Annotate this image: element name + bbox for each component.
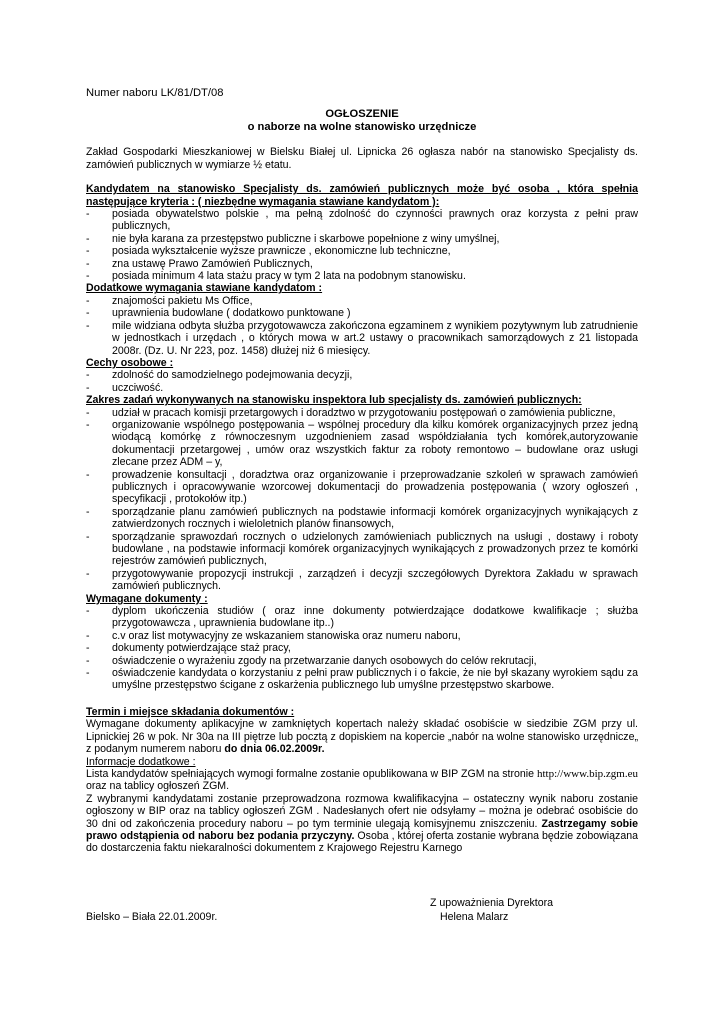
list-item: - posiada obywatelstwo polskie , ma pełną zdolność do czynności prawnych oraz korzysta z pełni praw publicznych, (86, 208, 638, 233)
interview-text: Z wybranymi kandydatami zostanie przeprowadzona rozmowa kwalifikacyjna – ostateczny wynik naboru zostanie ogłoszony w BIP oraz na tablicy ogłoszeń ZGM . Nadesłanych ofert nie odsyłamy – można je odebrać osobiście do 30 dni od zakończenia procedury naboru – po tym terminie ulegają komisyjnemu zniszczeniu. (86, 792, 638, 830)
list-item: - posiada wykształcenie wyższe prawnicze , ekonomiczne lub techniczne, (86, 245, 638, 257)
list-item: - mile widziana odbyta służba przygotowawcza zakończona egzaminem z wynikiem pozytywnym lub zatrudnienie w jednostkach i urzędach , o których mowa w art.2 ustawy o pracownikach samorządowych z 21 listopada 2008r. (Dz. U. Nr 223, poz. 1458) dłużej niż 6 miesięcy. (86, 320, 638, 357)
list-item: - znajomości pakietu Ms Office, (86, 295, 638, 307)
signature-authorization: Z upoważnienia Dyrektora (430, 897, 554, 909)
additional-requirements-heading: Dodatkowe wymagania stawiane kandydatom : (86, 282, 323, 295)
list-item: - prowadzenie konsultacji , doradztwa oraz organizowanie i przeprowadzanie szkoleń w sprawach zamówień publicznych i opracowywanie wzorcowej dokumentacji do prowadzenia postępowania ( wzory ogłoszeń , specyfikacji , protokołów itp.) (86, 469, 638, 506)
intro-paragraph: Zakład Gospodarki Mieszkaniowej w Bielsku Białej ul. Lipnicka 26 ogłasza nabór na stanowisko Specjalisty ds. zamówień publicznych w wymiarze ½ etatu. (86, 146, 638, 171)
list-item: - organizowanie wspólnego postępowania – wspólnej procedury dla kilku komórek organizacyjnych przez jedną wiodącą komórkę z równoczesnym uzgodnieniem zasad współdziałania tych komórek,autoryzowanie dokumentacji przetargowej , umów oraz wszystkich faktur za roboty remontowo – budowlane oraz usługi zlecane przez ADM – y, (86, 419, 638, 469)
personal-traits-heading: Cechy osobowe : (86, 356, 174, 369)
bip-link[interactable]: http://www.bip.zgm.eu (536, 767, 638, 780)
list-item: - uczciwość. (86, 382, 638, 394)
criminal-record-note: Osoba , której oferta zostanie wybrana będzie zobowiązana do dostarczenia faktu niekaralności dokumentem z Krajowego Rejestru Karnego (86, 829, 638, 855)
list-item: - uprawnienia budowlane ( dodatkowo punktowane ) (86, 307, 638, 319)
tasks-heading: Zakres zadań wykonywanych na stanowisku inspektora lub specjalisty ds. zamówień publicznych: (86, 394, 582, 407)
list-item: - oświadczenie kandydata o korzystaniu z pełni praw publicznych i o fakcie, że nie był skazany wyrokiem sądu za umyślne przestępstwo ścigane z oskarżenia publicznego lub umyślne przestępstwo skarbowe. (86, 667, 638, 692)
list-item: - sporządzanie planu zamówień publicznych na podstawie informacji komórek organizacyjnych wynikających z zatwierdzonych rocznych i wieloletnich planów finansowych, (86, 506, 638, 531)
list-item: - oświadczenie o wyrażeniu zgody na przetwarzanie danych osobowych do celów rekrutacji, (86, 655, 638, 667)
list-item: - posiada minimum 4 lata stażu pracy w tym 2 lata na podobnym stanowisku. (86, 270, 638, 282)
deadline-heading: Termin i miejsce składania dokumentów : (86, 705, 295, 718)
list-item: - sporządzanie sprawozdań rocznych o udzielonych zamówieniach publicznych na usługi , dostawy i roboty budowlane , na podstawie informacji komórek organizacyjnych wynikających z prowadzonych przez te komórki rejestrów zamówień publicznych, (86, 531, 638, 568)
reservation-clause: Zastrzegamy sobie prawo odstąpienia od naboru bez podania przyczyny. (86, 817, 638, 842)
list-item: - nie była karana za przestępstwo publiczne i skarbowe popełnione z winy umyślnej, (86, 233, 638, 245)
list-item: - dokumenty potwierdzające staż pracy, (86, 642, 638, 654)
candidate-list-paragraph (86, 768, 638, 793)
tasks-list (86, 407, 638, 593)
list-item: - zna ustawę Prawo Zamówień Publicznych, (86, 258, 638, 270)
document-title: OGŁOSZENIE (325, 108, 399, 121)
candidate-list-text: Lista kandydatów spełniających wymogi formalne zostanie opublikowana w BIP ZGM na stronie (86, 767, 534, 780)
additional-requirements-list (86, 295, 638, 357)
additional-info-heading: Informacje dodatkowe : (86, 755, 196, 768)
deadline-text: Wymagane dokumenty aplikacyjne w zamkniętych kopertach należy składać osobiście w siedzibie ZGM przy ul. Lipnickiej 26 w pok. Nr 30a na III piętrze lub pocztą z dopiskiem na kopercie „nabór na wolne stanowisko urzędnicze„ z podanym numerem naboru (86, 718, 638, 756)
signature-name: Helena Malarz (440, 911, 509, 923)
candidate-list-after: oraz na tablicy ogłoszeń ZGM. (86, 780, 230, 793)
documents-list (86, 605, 638, 692)
requirements-heading: Kandydatem na stanowisko Specjalisty ds. zamówień publicznych może być osoba , która spełnia następujące kryteria : ( niezbędne wymagania stawiane kandydatom ): (86, 183, 638, 208)
list-item: - udział w pracach komisji przetargowych i doradztwo w przygotowaniu postępowań o zamówienia publiczne, (86, 407, 638, 419)
personal-traits-list (86, 369, 638, 394)
document-body (86, 87, 638, 855)
deadline-date: do dnia 06.02.2009r. (224, 743, 325, 756)
deadline-paragraph (86, 718, 638, 755)
documents-heading: Wymagane dokumenty : (86, 592, 208, 605)
list-item: - przygotowywanie propozycji instrukcji , zarządzeń i decyzji szczegółowych Dyrektora Zakładu w sprawach zamówień publicznych. (86, 568, 638, 593)
document-subtitle: o naborze na wolne stanowisko urzędnicze (247, 121, 477, 134)
list-item: - c.v oraz list motywacyjny ze wskazaniem stanowiska oraz numeru naboru, (86, 630, 638, 642)
interview-paragraph (86, 793, 638, 855)
list-item: - zdolność do samodzielnego podejmowania decyzji, (86, 369, 638, 381)
recruitment-number: Numer naboru LK/81/DT/08 (86, 87, 224, 99)
list-item: - dyplom ukończenia studiów ( oraz inne dokumenty potwierdzające dodatkowe kwalifikacje ; służba przygotowawcza , uprawnienia budowlane itp..) (86, 605, 638, 630)
requirements-list (86, 208, 638, 282)
place-and-date: Bielsko – Biała 22.01.2009r. (86, 911, 218, 923)
